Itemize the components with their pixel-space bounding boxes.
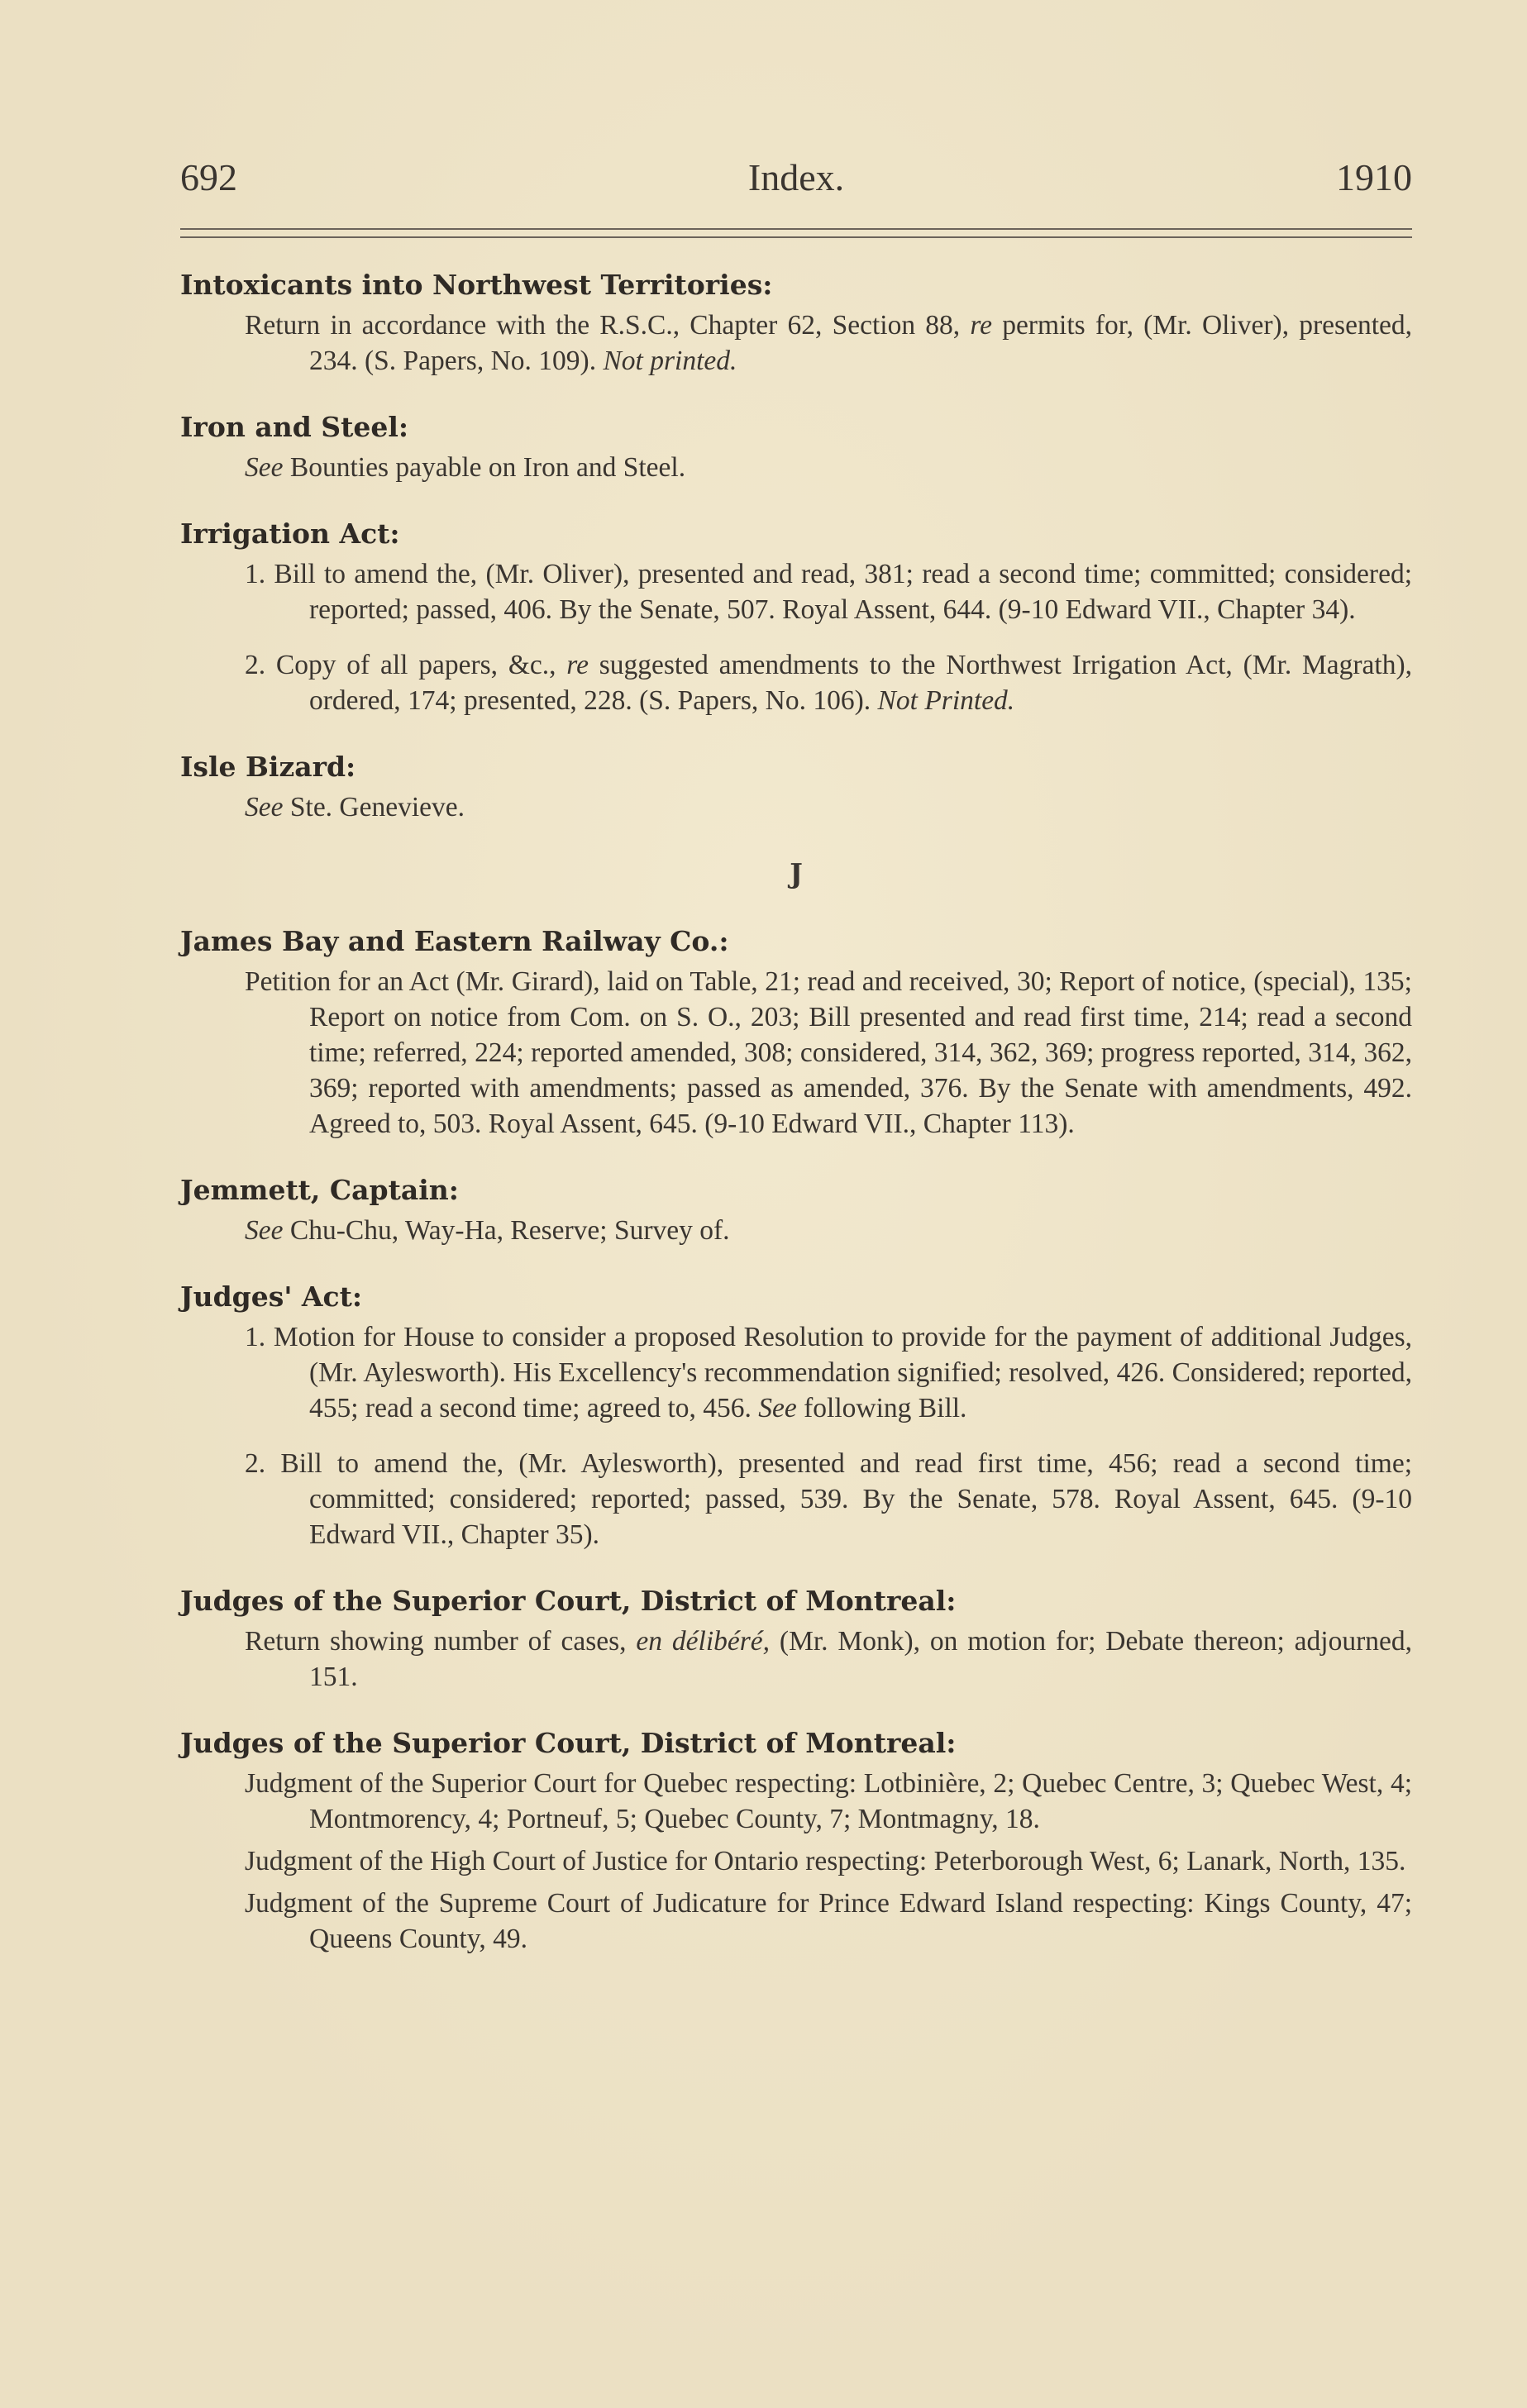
index-entry [180,408,1412,485]
index-entry [180,748,1412,825]
entry-heading: Intoxicants into Northwest Territories: [180,269,773,301]
section-letter: J [790,857,803,889]
entry-heading: Irrigation Act: [180,517,400,550]
entry-paragraph [180,1319,1412,1426]
text-segment: Judgment of the Superior Court for Quebec respecting: Lotbinière, 2; Quebec Centre, 3; Quebec West, 4; Montmorency, 4; Portneuf, 5; Quebec County, 7; Montmagny, 18. [245,1768,1412,1834]
text-segment: 1. Bill to amend the, (Mr. Oliver), presented and read, 381; read a second time; committed; considered; reported; passed, 406. By the Senate, 507. Royal Assent, 644. (9-10 Edward VII., Chapter 34). [245,559,1412,625]
text-segment: Not Printed. [877,685,1015,716]
text-segment: re [970,310,992,341]
index-entry [180,1724,1412,1957]
text-segment: 2. Bill to amend the, (Mr. Aylesworth), presented and read first time, 456; read a second time; committed; considered; reported; passed, 539. By the Senate, 578. Royal Assent, 645. (9-10 Edward VII., Chapter 35). [245,1448,1412,1550]
text-segment: 1. Motion for House to consider a proposed Resolution to provide for the payment of additional Judges, (Mr. Aylesworth). His Excellency's recommendation signified; resolved, 426. Considered; reported, 455; read a second time; agreed to, 456. [245,1322,1412,1423]
index-entry [180,515,1412,718]
entry-heading: Judges of the Superior Court, District of Montreal: [180,1727,957,1759]
page-header [180,147,1412,205]
index-entry [180,1278,1412,1552]
text-segment: Return in accordance with the R.S.C., Chapter 62, Section 88, [245,310,971,341]
entry-heading: Isle Bizard: [180,751,356,783]
entry-heading: James Bay and Eastern Railway Co.: [180,925,729,957]
text-segment: 2. Copy of all papers, &c., [245,650,567,680]
index-entry [180,1582,1412,1695]
index-entry [180,1171,1412,1248]
text-segment: permits for, (Mr. Oliver), presented, 234. (S. Papers, No. 109). [309,310,1412,376]
entry-heading: Judges' Act: [180,1280,363,1313]
text-segment: re [566,650,589,680]
entry-paragraph [180,789,1412,825]
text-segment: following Bill. [796,1393,967,1423]
entry-paragraph [180,1624,1412,1695]
entry-paragraph [180,647,1412,718]
entry-paragraph [180,1843,1412,1879]
page-year: 1910 [1336,156,1412,198]
entry-paragraph [180,1213,1412,1248]
page-title: Index. [747,156,845,198]
entry-paragraph [180,450,1412,485]
text-segment: Not printed. [603,346,737,376]
text-segment: Chu-Chu, Way-Ha, Reserve; Survey of. [283,1215,730,1246]
entry-paragraph [180,1766,1412,1837]
text-segment: Judgment of the High Court of Justice for Ontario respecting: Peterborough West, 6; Lanark, North, 135. [245,1846,1406,1876]
entry-heading: Judges of the Superior Court, District of Montreal: [180,1585,957,1617]
text-segment: Petition for an Act (Mr. Girard), laid on Table, 21; read and received, 30; Report of notice, (special), 135; Report on notice from Com. on S. O., 203; Bill presented and read first time, 214; read a second time; referred, 224; reported amended, 308; considered, 314, 362, 369; progress reported, 314, 362, 369; reported with amendments; passed as amended, 376. By the Senate with amendments, 492. Agreed to, 503. Royal Assent, 645. (9-10 Edward VII., Chapter 113). [245,966,1412,1139]
entry-paragraph [180,308,1412,379]
text-segment: Ste. Genevieve. [283,792,465,823]
entry-paragraph [180,1446,1412,1552]
header-rule-bottom [180,236,1412,238]
text-segment: See [245,792,284,823]
text-segment: en délibéré, [636,1626,771,1657]
text-segment: Return showing number of cases, [245,1626,637,1657]
entry-paragraph [180,964,1412,1142]
text-segment: suggested amendments to the Northwest Irrigation Act, (Mr. Magrath), ordered, 174; presented, 228. (S. Papers, No. 106). [309,650,1413,716]
header-rule-top [180,228,1412,230]
text-segment: See [245,1215,284,1246]
text-segment: Judgment of the Supreme Court of Judicature for Prince Edward Island respecting: Kings County, 47; Queens County, 49. [245,1888,1412,1954]
text-segment: (Mr. Monk), on motion for; Debate thereon; adjourned, 151. [309,1626,1412,1692]
section-letter-block [180,855,1412,893]
entry-heading: Jemmett, Captain: [180,1174,459,1206]
entry-paragraph [180,1886,1412,1957]
entry-heading: Iron and Steel: [180,411,409,443]
entry-paragraph [180,556,1412,627]
index-entry [180,266,1412,379]
text-segment: Bounties payable on Iron and Steel. [283,452,686,483]
text-segment: See [758,1393,797,1423]
index-content [180,266,1412,1957]
page-number: 692 [180,156,237,198]
index-entry [180,923,1412,1142]
text-segment: See [245,452,284,483]
